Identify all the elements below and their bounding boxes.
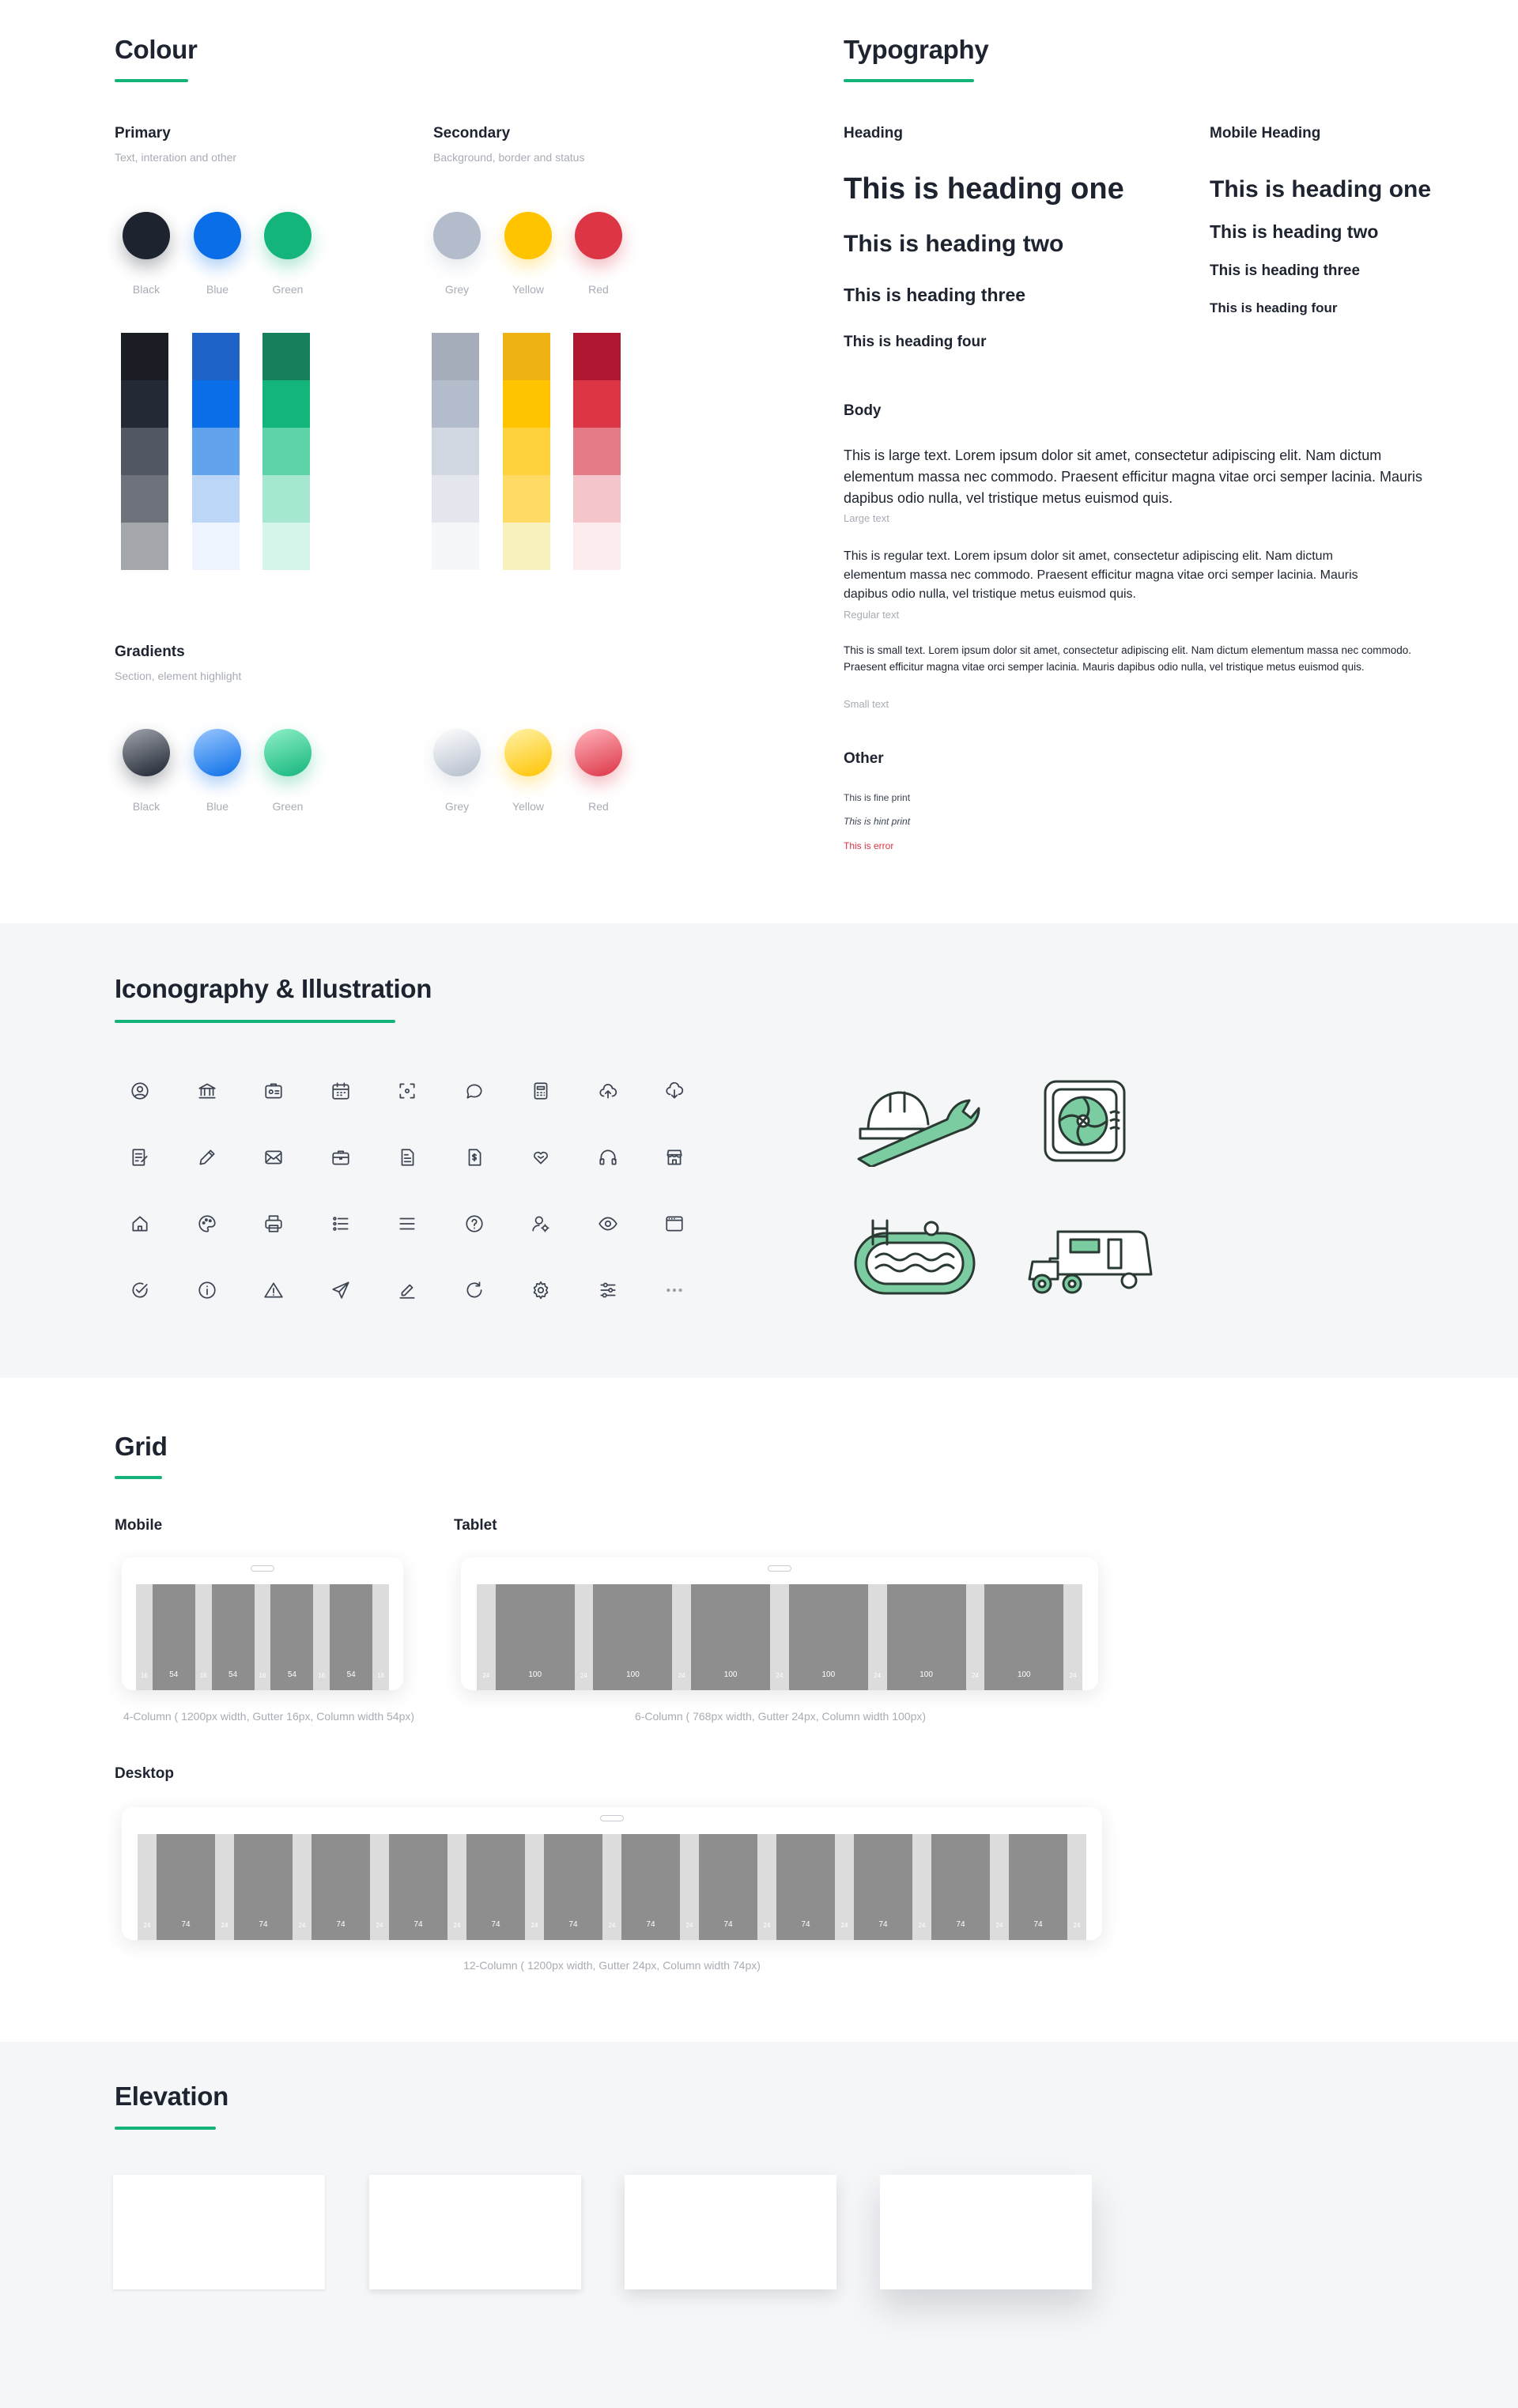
shade-grey-4 bbox=[432, 475, 479, 523]
desktop-column: 74 bbox=[931, 1834, 990, 1940]
shade-black-1 bbox=[121, 333, 168, 380]
sliders-icon[interactable] bbox=[595, 1277, 621, 1304]
iconography-section bbox=[0, 923, 1518, 1378]
typography-title: Typography bbox=[844, 35, 989, 64]
heading-two: This is heading two bbox=[844, 231, 1064, 257]
document-icon[interactable] bbox=[394, 1144, 421, 1171]
calculator-icon[interactable] bbox=[527, 1078, 554, 1104]
tablet-frame-notch bbox=[768, 1565, 791, 1572]
shade-grey-5 bbox=[432, 523, 479, 570]
shade-grey-2 bbox=[432, 380, 479, 428]
colour-title: Colour bbox=[115, 35, 198, 64]
elevation-title-underline bbox=[115, 2127, 216, 2130]
desktop-gutter: 24 bbox=[1067, 1834, 1086, 1940]
tablet-grid-frame bbox=[461, 1557, 1098, 1690]
shade-green-5 bbox=[262, 523, 310, 570]
desktop-gutter: 24 bbox=[215, 1834, 234, 1940]
desktop-gutter: 24 bbox=[447, 1834, 466, 1940]
shade-black-2 bbox=[121, 380, 168, 428]
shade-grey-3 bbox=[432, 428, 479, 475]
primary-desc: Text, interation and other bbox=[115, 151, 237, 164]
desktop-gutter: 24 bbox=[293, 1834, 312, 1940]
shade-blue-4 bbox=[192, 475, 240, 523]
regular-text-caption: Regular text bbox=[844, 609, 900, 621]
secondary-desc: Background, border and status bbox=[433, 151, 585, 164]
shade-green-4 bbox=[262, 475, 310, 523]
tablet-gutter: 24 bbox=[672, 1584, 691, 1690]
warning-triangle-icon[interactable] bbox=[260, 1277, 287, 1304]
desktop-column: 74 bbox=[234, 1834, 293, 1940]
shade-blue-2 bbox=[192, 380, 240, 428]
fine-print: This is fine print bbox=[844, 792, 911, 803]
heading-label: Heading bbox=[844, 125, 903, 142]
large-text-caption: Large text bbox=[844, 512, 889, 524]
desktop-gutter: 24 bbox=[680, 1834, 699, 1940]
tablet-gutter: 24 bbox=[770, 1584, 789, 1690]
heading-four: This is heading four bbox=[844, 334, 987, 350]
regular-text: This is regular text. Lorem ipsum dolor sit amet, consectetur adipiscing elit. Nam dictum elementum massa nec commodo. Praesent efficitur magna vitae orci semper lacinia. Mauris dapibus odio nulla, vel tristique metus euismod quis. bbox=[844, 549, 1358, 601]
tablet-gutter: 24 bbox=[477, 1584, 496, 1690]
mail-icon[interactable] bbox=[260, 1144, 287, 1171]
desktop-column: 74 bbox=[621, 1834, 680, 1940]
shade-yellow-2 bbox=[503, 380, 550, 428]
swatch-green bbox=[264, 212, 312, 259]
info-circle-icon[interactable] bbox=[194, 1277, 221, 1304]
shade-red-5 bbox=[573, 523, 621, 570]
desktop-column: 74 bbox=[699, 1834, 757, 1940]
shade-yellow-3 bbox=[503, 428, 550, 475]
desktop-gutter: 24 bbox=[757, 1834, 776, 1940]
secondary-title: Secondary bbox=[433, 125, 511, 142]
gradient-label-blue: Blue bbox=[206, 800, 229, 813]
mobile-gutter: 16 bbox=[313, 1584, 330, 1690]
shade-red-2 bbox=[573, 380, 621, 428]
calendar-icon[interactable] bbox=[327, 1078, 354, 1104]
iconography-title: Iconography & Illustration bbox=[115, 974, 432, 1003]
swatch-label-black: Black bbox=[132, 283, 160, 296]
desktop-column: 74 bbox=[157, 1834, 215, 1940]
desktop-gutter: 24 bbox=[835, 1834, 854, 1940]
mobile-column: 54 bbox=[212, 1584, 255, 1690]
large-text: This is large text. Lorem ipsum dolor sit amet, consectetur adipiscing elit. Nam dictum elementum massa nec commodo. Praesent efficitur magna vitae orci semper lacinia. Mauris dapibus odio nulla, vel tristique metus euismod quis. bbox=[844, 447, 1422, 506]
desktop-column: 74 bbox=[466, 1834, 525, 1940]
mobile-heading-three: This is heading three bbox=[1210, 262, 1361, 279]
other-label: Other bbox=[844, 750, 884, 767]
desktop-grid-label: Desktop bbox=[115, 1765, 174, 1782]
grid-title: Grid bbox=[115, 1432, 168, 1461]
more-dots-icon[interactable] bbox=[661, 1277, 688, 1304]
shade-blue-1 bbox=[192, 333, 240, 380]
mobile-grid-label: Mobile bbox=[115, 1517, 163, 1534]
shade-red-3 bbox=[573, 428, 621, 475]
user-circle-icon[interactable] bbox=[126, 1078, 153, 1104]
invoice-dollar-icon[interactable] bbox=[461, 1144, 488, 1171]
desktop-column: 74 bbox=[854, 1834, 912, 1940]
handshake-heart-icon[interactable] bbox=[527, 1144, 554, 1171]
eye-icon[interactable] bbox=[595, 1210, 621, 1237]
tablet-column: 100 bbox=[691, 1584, 770, 1690]
ventilation-fan-illustration bbox=[1042, 1078, 1131, 1167]
swatch-label-green: Green bbox=[272, 283, 304, 296]
shade-red-4 bbox=[573, 475, 621, 523]
bullet-list-icon[interactable] bbox=[327, 1210, 354, 1237]
mobile-heading-four: This is heading four bbox=[1210, 300, 1338, 315]
user-settings-icon[interactable] bbox=[527, 1210, 554, 1237]
tablet-column: 100 bbox=[887, 1584, 966, 1690]
tablet-gutter: 24 bbox=[575, 1584, 594, 1690]
tablet-gutter: 24 bbox=[1063, 1584, 1082, 1690]
settings-gear-icon[interactable] bbox=[527, 1277, 554, 1304]
cloud-upload-icon[interactable] bbox=[595, 1078, 621, 1104]
shade-blue-5 bbox=[192, 523, 240, 570]
heading-three: This is heading three bbox=[844, 285, 1026, 305]
shade-yellow-4 bbox=[503, 475, 550, 523]
gradient-swatch-grey bbox=[433, 729, 481, 776]
shade-grey-1 bbox=[432, 333, 479, 380]
colour-title-underline bbox=[115, 79, 188, 82]
mobile-heading-label: Mobile Heading bbox=[1210, 125, 1321, 142]
iconography-title-underline bbox=[115, 1020, 395, 1023]
gradients-desc: Section, element highlight bbox=[115, 670, 242, 682]
elevation-card-4 bbox=[880, 2175, 1092, 2289]
help-circle-icon[interactable] bbox=[461, 1210, 488, 1237]
tablet-grid-label: Tablet bbox=[454, 1517, 497, 1534]
shade-green-1 bbox=[262, 333, 310, 380]
swimming-pool-illustration bbox=[852, 1217, 979, 1296]
desktop-gutter: 24 bbox=[525, 1834, 544, 1940]
body-label: Body bbox=[844, 402, 882, 419]
colour-section bbox=[0, 0, 1518, 923]
elevation-section bbox=[0, 2042, 1518, 2408]
tablet-column: 100 bbox=[593, 1584, 672, 1690]
mobile-grid-caption: 4-Column ( 1200px width, Gutter 16px, Column width 54px) bbox=[123, 1710, 415, 1723]
desktop-gutter: 24 bbox=[990, 1834, 1009, 1940]
pencil-icon[interactable] bbox=[194, 1144, 221, 1171]
chat-bubble-icon[interactable] bbox=[461, 1078, 488, 1104]
headphones-icon[interactable] bbox=[595, 1144, 621, 1171]
gradient-swatch-blue bbox=[194, 729, 241, 776]
swatch-label-yellow: Yellow bbox=[512, 283, 544, 296]
elevation-card-3 bbox=[625, 2175, 836, 2289]
desktop-column: 74 bbox=[776, 1834, 835, 1940]
gradient-label-grey: Grey bbox=[444, 800, 470, 813]
scan-icon[interactable] bbox=[394, 1078, 421, 1104]
shade-blue-3 bbox=[192, 428, 240, 475]
swatch-blue bbox=[194, 212, 241, 259]
mobile-heading-two: This is heading two bbox=[1210, 221, 1379, 242]
shade-black-4 bbox=[121, 475, 168, 523]
mobile-heading-one: This is heading one bbox=[1210, 176, 1432, 202]
mobile-gutter: 16 bbox=[195, 1584, 212, 1690]
store-icon[interactable] bbox=[661, 1144, 688, 1171]
grid-title-underline bbox=[115, 1476, 162, 1479]
small-text-caption: Small text bbox=[844, 698, 889, 710]
mobile-column: 54 bbox=[270, 1584, 313, 1690]
tablet-grid-caption: 6-Column ( 768px width, Gutter 24px, Column width 100px) bbox=[634, 1710, 927, 1723]
printer-icon[interactable] bbox=[260, 1210, 287, 1237]
sign-edit-icon[interactable] bbox=[394, 1277, 421, 1304]
browser-window-icon[interactable] bbox=[661, 1210, 688, 1237]
swatch-black bbox=[123, 212, 170, 259]
shade-yellow-5 bbox=[503, 523, 550, 570]
signed-document-icon[interactable] bbox=[126, 1144, 153, 1171]
swatch-label-blue: Blue bbox=[206, 283, 229, 296]
gradient-label-yellow: Yellow bbox=[512, 800, 544, 813]
desktop-column: 74 bbox=[1009, 1834, 1067, 1940]
desktop-column: 74 bbox=[389, 1834, 447, 1940]
mobile-gutter: 16 bbox=[255, 1584, 271, 1690]
elevation-card-1 bbox=[113, 2175, 325, 2289]
gradient-label-red: Red bbox=[588, 800, 609, 813]
primary-title: Primary bbox=[115, 125, 171, 142]
bank-icon[interactable] bbox=[194, 1078, 221, 1104]
desktop-gutter: 24 bbox=[602, 1834, 621, 1940]
error-text: This is error bbox=[844, 840, 894, 851]
shade-green-2 bbox=[262, 380, 310, 428]
mobile-column: 54 bbox=[153, 1584, 195, 1690]
heading-one: This is heading one bbox=[844, 172, 1124, 206]
desktop-grid-caption: 12-Column ( 1200px width, Gutter 24px, Column width 74px) bbox=[463, 1959, 761, 1972]
mobile-column: 54 bbox=[330, 1584, 372, 1690]
desktop-column: 74 bbox=[312, 1834, 370, 1940]
tablet-column: 100 bbox=[496, 1584, 575, 1690]
menu-icon[interactable] bbox=[394, 1210, 421, 1237]
gradient-swatch-black bbox=[123, 729, 170, 776]
desktop-gutter: 24 bbox=[138, 1834, 157, 1940]
hardhat-wrench-illustration bbox=[852, 1080, 985, 1167]
mobile-frame-notch bbox=[251, 1565, 274, 1572]
desktop-column: 74 bbox=[544, 1834, 602, 1940]
swatch-label-grey: Grey bbox=[444, 283, 470, 296]
gradient-swatch-red bbox=[575, 729, 622, 776]
gradients-title: Gradients bbox=[115, 644, 185, 660]
check-circle-icon[interactable] bbox=[126, 1277, 153, 1304]
shade-black-3 bbox=[121, 428, 168, 475]
palette-icon[interactable] bbox=[194, 1210, 221, 1237]
hint-print: This is hint print bbox=[844, 816, 911, 827]
swatch-grey bbox=[433, 212, 481, 259]
send-icon[interactable] bbox=[327, 1277, 354, 1304]
tablet-column: 100 bbox=[984, 1584, 1063, 1690]
elevation-title: Elevation bbox=[115, 2082, 229, 2111]
tablet-gutter: 24 bbox=[966, 1584, 985, 1690]
id-card-icon[interactable] bbox=[260, 1078, 287, 1104]
refresh-icon[interactable] bbox=[461, 1277, 488, 1304]
gradient-swatch-green bbox=[264, 729, 312, 776]
swatch-label-red: Red bbox=[588, 283, 609, 296]
tablet-gutter: 24 bbox=[868, 1584, 887, 1690]
desktop-gutter: 24 bbox=[912, 1834, 931, 1940]
gradient-label-black: Black bbox=[132, 800, 160, 813]
desktop-gutter: 24 bbox=[370, 1834, 389, 1940]
elevation-card-2 bbox=[369, 2175, 581, 2289]
shade-black-5 bbox=[121, 523, 168, 570]
shade-red-1 bbox=[573, 333, 621, 380]
grid-section bbox=[0, 1378, 1518, 2042]
camper-van-illustration bbox=[1026, 1227, 1154, 1296]
shade-yellow-1 bbox=[503, 333, 550, 380]
swatch-red bbox=[575, 212, 622, 259]
small-text: This is small text. Lorem ipsum dolor sit amet, consectetur adipiscing elit. Nam dictum elementum massa nec commodo. Praesent efficitur magna vitae orci semper lacinia. Mauris dapibus odio nulla, vel tristique metus euismod quis. bbox=[844, 644, 1412, 673]
mobile-gutter: 16 bbox=[136, 1584, 153, 1690]
tablet-column: 100 bbox=[789, 1584, 868, 1690]
home-icon[interactable] bbox=[126, 1210, 153, 1237]
mobile-gutter: 16 bbox=[372, 1584, 389, 1690]
gradient-label-green: Green bbox=[272, 800, 304, 813]
swatch-yellow bbox=[504, 212, 552, 259]
desktop-grid-frame bbox=[122, 1807, 1102, 1940]
desktop-frame-notch bbox=[600, 1815, 624, 1821]
briefcase-icon[interactable] bbox=[327, 1144, 354, 1171]
shade-green-3 bbox=[262, 428, 310, 475]
cloud-download-icon[interactable] bbox=[661, 1078, 688, 1104]
mobile-grid-frame bbox=[122, 1557, 403, 1690]
gradient-swatch-yellow bbox=[504, 729, 552, 776]
